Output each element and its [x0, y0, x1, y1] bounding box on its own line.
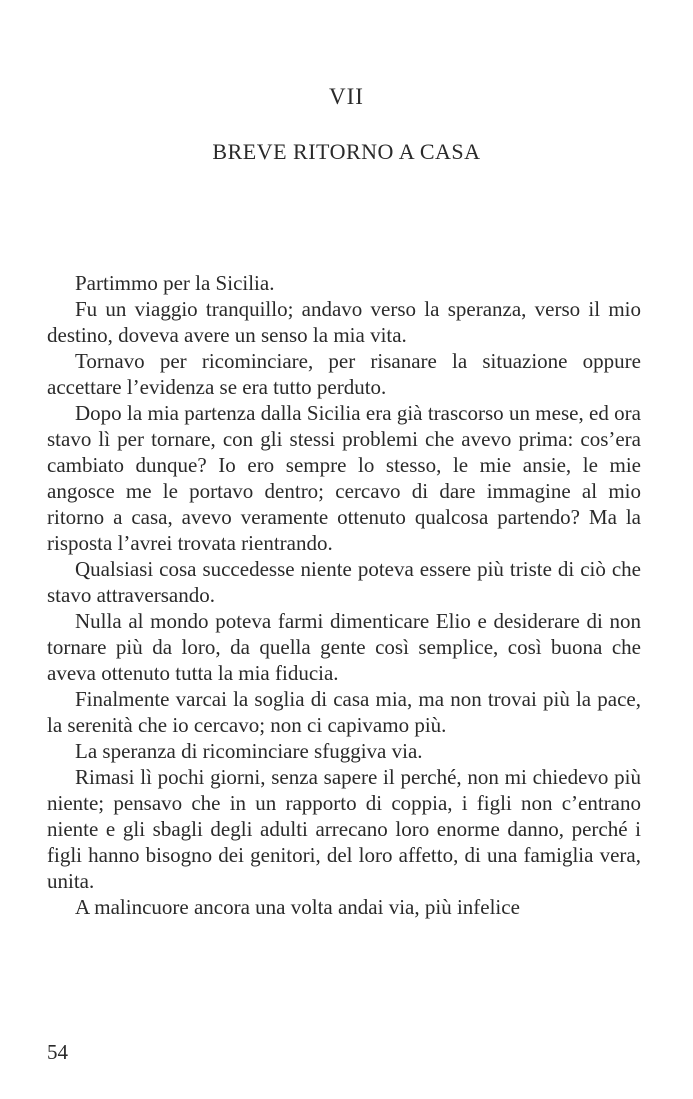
paragraph: Rimasi lì pochi giorni, senza sapere il perché, non mi chiedevo più niente; pensavo che in un rapporto di coppia, i figli non c’entrano niente e gli sbagli degli adulti arrecano loro enorme danno, perché i figli hanno bisogno dei genitori, del loro affetto, di una famiglia vera, unita.: [47, 765, 641, 893]
paragraph: Partimmo per la Sicilia.: [75, 271, 275, 295]
page-number: 54: [47, 1040, 68, 1064]
paragraph: Finalmente varcai la soglia di casa mia, ma non trovai più la pace, la serenità che io cercavo; non ci capivamo più.: [47, 687, 641, 737]
paragraph: A malincuore ancora una volta andai via, più infelice: [75, 895, 520, 919]
paragraph: Qualsiasi cosa succedesse niente poteva essere più triste di ciò che stavo attraversando.: [47, 557, 641, 607]
paragraph: Nulla al mondo poteva farmi dimenticare Elio e desiderare di non tornare più da loro, da quella gente così semplice, così buona che aveva ottenuto tutta la mia fiducia.: [47, 609, 641, 685]
paragraph: La speranza di ricominciare sfuggiva via.: [75, 739, 423, 763]
paragraph: Tornavo per ricominciare, per risanare la situazione oppure accettare l’evidenza se era tutto perduto.: [47, 349, 641, 399]
chapter-title: BREVE RITORNO A CASA: [212, 139, 481, 164]
paragraph: Fu un viaggio tranquillo; andavo verso la speranza, verso il mio destino, doveva avere un senso la mia vita.: [47, 297, 641, 347]
chapter-number: VII: [329, 84, 364, 109]
body-text: [47, 270, 641, 920]
paragraph: Dopo la mia partenza dalla Sicilia era già trascorso un mese, ed ora stavo lì per tornare, con gli stessi problemi che avevo prima: cos’era cambiato dunque? Io ero sempre lo stesso, le mie ansie, le mie angosce me le portavo dentro; cercavo di dare immagine al mio ritorno a casa, avevo veramente ottenuto qualcosa partendo? Ma la risposta l’avrei trovata rientrando.: [47, 401, 641, 555]
